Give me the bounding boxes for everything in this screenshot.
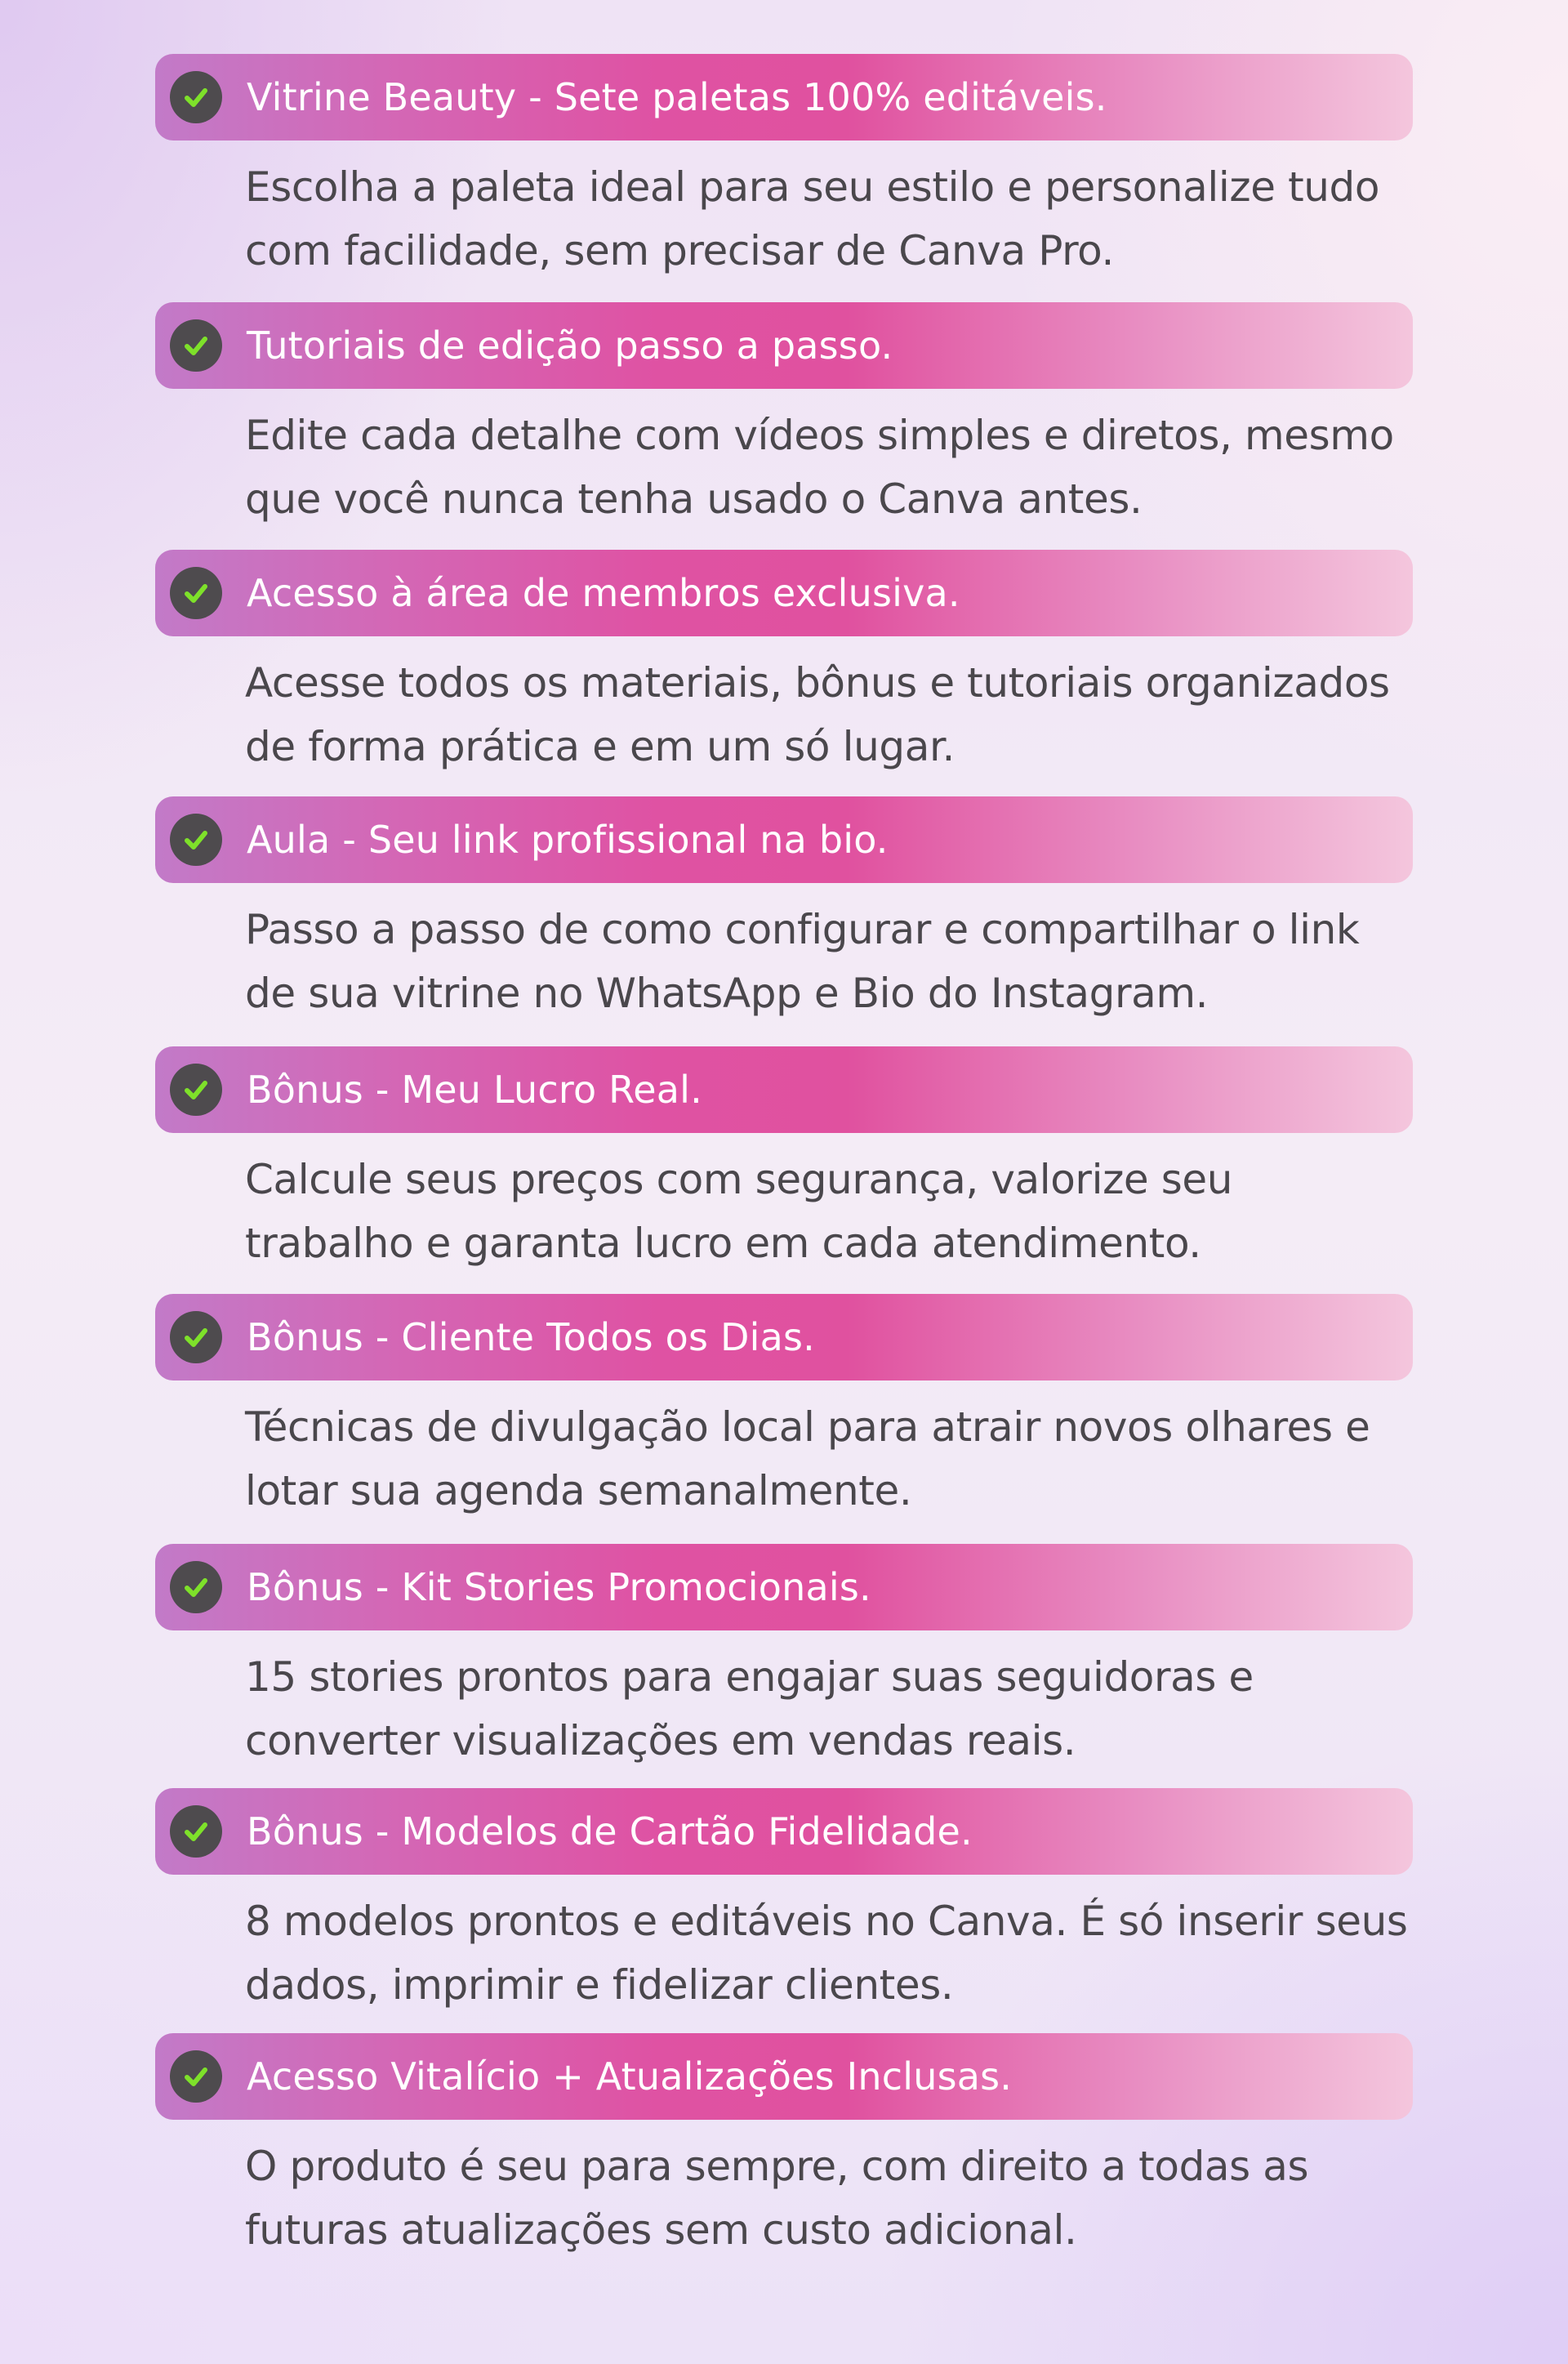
benefit-title-pill xyxy=(155,550,1413,636)
benefit-item xyxy=(155,1544,1413,1773)
benefit-item xyxy=(155,1046,1413,1275)
benefit-title: Bônus - Kit Stories Promocionais. xyxy=(247,1565,871,1609)
benefit-description: Passo a passo de como configurar e compartilhar o link de sua vitrine no WhatsApp e Bio do Instagram. xyxy=(245,906,1360,1017)
benefit-description: Edite cada detalhe com vídeos simples e diretos, mesmo que você nunca tenha usado o Canva antes. xyxy=(245,412,1394,523)
benefit-title-pill xyxy=(155,1788,1413,1875)
check-circle-icon xyxy=(170,1805,222,1858)
benefit-title: Vitrine Beauty - Sete paletas 100% editáveis. xyxy=(247,75,1107,119)
benefit-title: Aula - Seu link profissional na bio. xyxy=(247,818,889,862)
benefit-item xyxy=(155,54,1413,283)
benefit-title-pill xyxy=(155,1294,1413,1380)
benefit-title: Acesso Vitalício + Atualizações Inclusas. xyxy=(247,2054,1013,2099)
check-circle-icon xyxy=(170,1561,222,1613)
benefit-title-pill xyxy=(155,796,1413,883)
benefit-title: Bônus - Modelos de Cartão Fidelidade. xyxy=(247,1809,973,1853)
benefit-description: Acesse todos os materiais, bônus e tutoriais organizados de forma prática e em um só lugar. xyxy=(245,659,1390,770)
benefit-title: Bônus - Cliente Todos os Dias. xyxy=(247,1315,815,1359)
benefit-title-pill xyxy=(155,54,1413,141)
check-circle-icon xyxy=(170,814,222,866)
benefit-item xyxy=(155,2033,1413,2262)
check-circle-icon xyxy=(170,2050,222,2103)
benefit-title-pill xyxy=(155,1046,1413,1133)
check-circle-icon xyxy=(170,1064,222,1116)
check-circle-icon xyxy=(170,1311,222,1363)
benefit-title-pill xyxy=(155,302,1413,389)
benefit-item xyxy=(155,1788,1413,2017)
benefit-title: Tutoriais de edição passo a passo. xyxy=(247,323,893,368)
benefit-item xyxy=(155,302,1413,531)
benefit-item xyxy=(155,1294,1413,1523)
benefit-title-pill xyxy=(155,1544,1413,1630)
check-circle-icon xyxy=(170,567,222,619)
benefit-title: Bônus - Meu Lucro Real. xyxy=(247,1068,702,1112)
benefit-description: 15 stories prontos para engajar suas seguidoras e converter visualizações em vendas reais. xyxy=(245,1653,1254,1764)
benefit-title-pill xyxy=(155,2033,1413,2120)
check-circle-icon xyxy=(170,71,222,123)
benefit-description: Escolha a paleta ideal para seu estilo e personalize tudo com facilidade, sem precisar de Canva Pro. xyxy=(245,163,1380,274)
benefit-description: Técnicas de divulgação local para atrair novos olhares e lotar sua agenda semanalmente. xyxy=(245,1403,1370,1514)
benefit-title: Acesso à área de membros exclusiva. xyxy=(247,571,960,615)
check-circle-icon xyxy=(170,319,222,372)
benefit-item xyxy=(155,550,1413,778)
benefit-item xyxy=(155,796,1413,1025)
benefit-description: O produto é seu para sempre, com direito a todas as futuras atualizações sem custo adicional. xyxy=(245,2143,1309,2254)
benefit-description: 8 modelos prontos e editáveis no Canva. É só inserir seus dados, imprimir e fidelizar clientes. xyxy=(245,1898,1408,2009)
benefit-description: Calcule seus preços com segurança, valorize seu trabalho e garanta lucro em cada atendimento. xyxy=(245,1156,1233,1267)
